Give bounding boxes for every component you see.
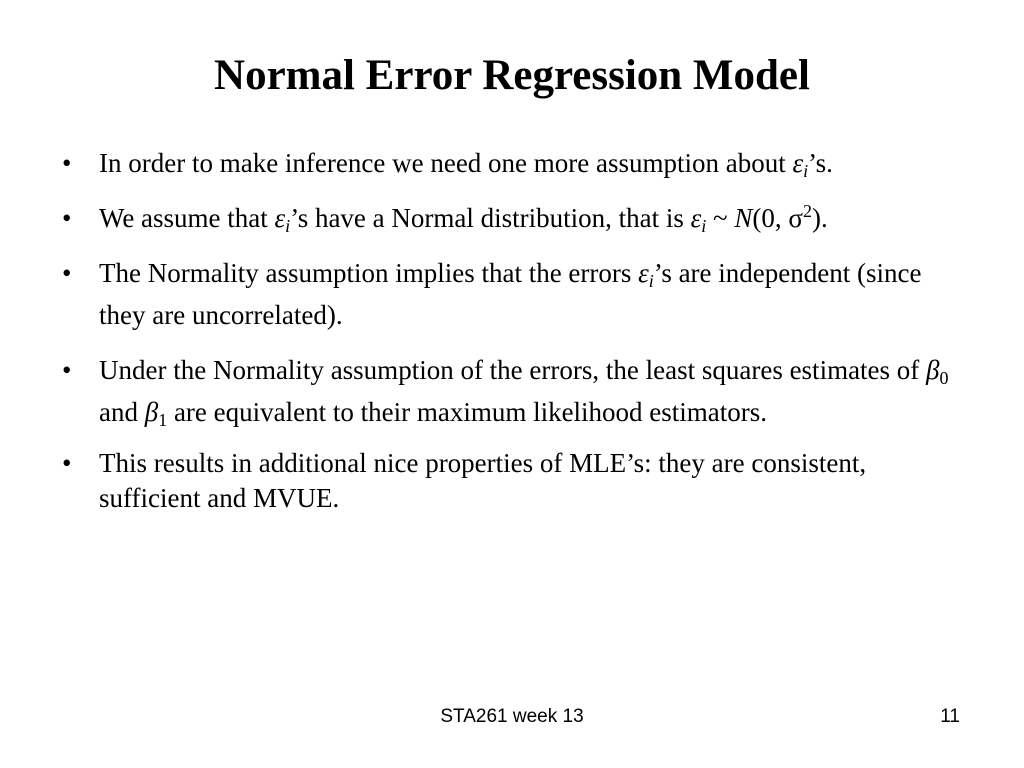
epsilon-symbol: ε (690, 203, 702, 233)
page-number: 11 (940, 706, 960, 727)
tilde-symbol: ~ (706, 203, 735, 233)
epsilon-symbol: ε (792, 148, 804, 178)
bullet-text: ’s. (808, 148, 833, 178)
bullet-text: In order to make inference we need one more assumption about (99, 148, 793, 178)
footer-course-label: STA261 week 13 (440, 706, 584, 727)
subscript-i: i (701, 216, 707, 236)
subscript-i: i (285, 216, 291, 236)
bullet-list (62, 142, 962, 516)
bullet-marker: • (62, 258, 72, 288)
epsilon-symbol: ε (274, 203, 286, 233)
bullet-marker: • (62, 355, 72, 385)
subscript-1: 1 (158, 410, 168, 430)
epsilon-symbol: ε (638, 258, 649, 288)
bullet-item-3 (62, 252, 962, 336)
beta-symbol: β (926, 355, 940, 385)
bullet-item-5 (62, 446, 962, 516)
subscript-i: i (648, 271, 654, 291)
bullet-marker: • (62, 148, 72, 178)
normal-symbol: N (734, 203, 753, 233)
bullet-text: This results in additional nice properties of MLE’s: they are consistent, sufficient and MVUE. (99, 448, 867, 513)
bullet-text: The Normality assumption implies that the errors (99, 258, 639, 288)
bullet-marker: • (62, 203, 72, 233)
subscript-i: i (803, 161, 809, 181)
bullet-text: We assume that (99, 203, 275, 233)
bullet-text: (0, σ (752, 203, 803, 233)
bullet-item-2 (62, 197, 962, 239)
bullet-item-1 (62, 142, 962, 184)
beta-symbol: β (144, 397, 159, 427)
subscript-0: 0 (939, 368, 949, 388)
bullet-marker: • (62, 448, 72, 478)
bullet-text: and (99, 397, 145, 427)
slide-title: Normal Error Regression Model (214, 52, 810, 99)
bullet-text: Under the Normality assumption of the errors, the least squares estimates of (99, 355, 927, 385)
bullet-text: are equivalent to their maximum likelihood estimators. (167, 397, 768, 427)
bullet-item-4 (62, 349, 962, 433)
bullet-text: ’s are independent (since they are uncorrelated). (99, 258, 922, 330)
superscript-2: 2 (802, 201, 812, 221)
bullet-text: ’s have a Normal distribution, that is (290, 203, 691, 233)
bullet-text: ). (811, 203, 828, 233)
